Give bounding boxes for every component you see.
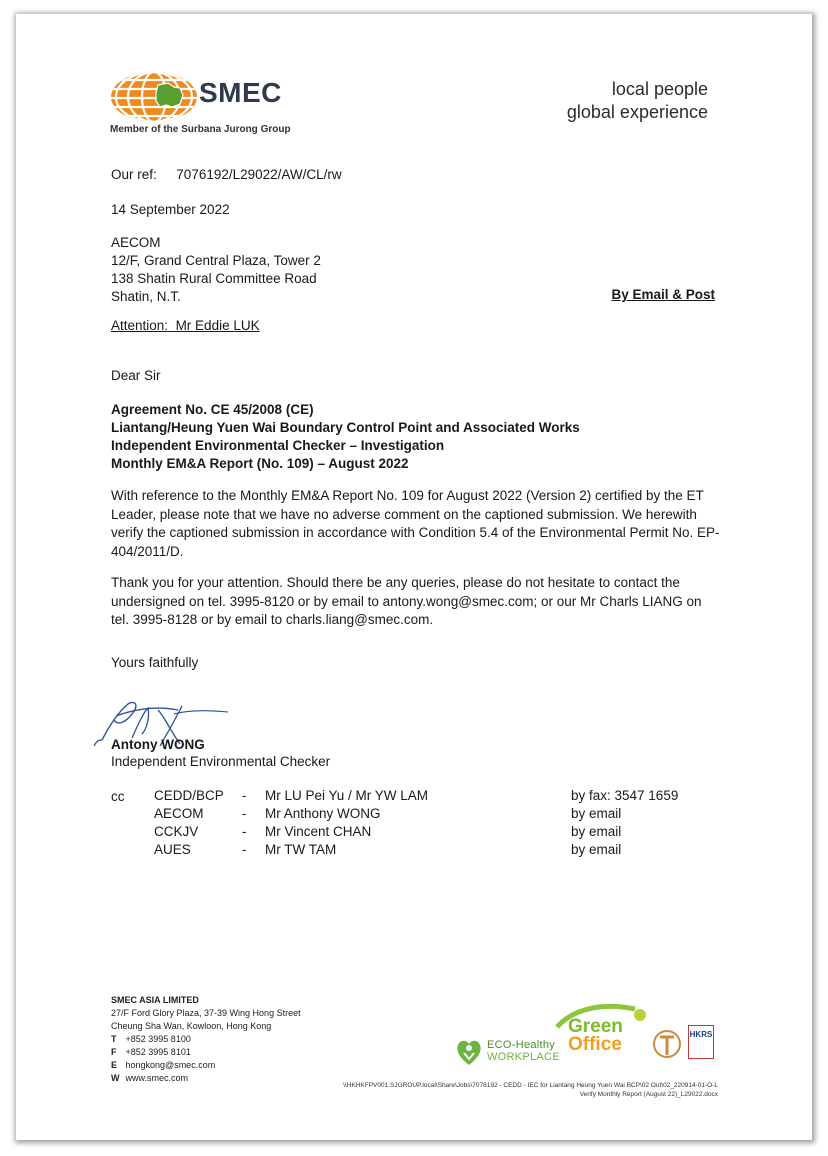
- cc-recipient: Mr LU Pei Yu / Mr YW LAM: [265, 788, 429, 803]
- delivery-method: By Email & Post: [611, 287, 715, 302]
- green-office-line-1: Green: [568, 1016, 623, 1037]
- cc-label: cc: [111, 789, 125, 804]
- eco-healthy-badge: [487, 1039, 560, 1063]
- website-value: www.smec.com: [125, 1073, 189, 1083]
- eco-healthy-line-2: WORKPLACE: [487, 1051, 560, 1063]
- cc-organization: CCKJV: [154, 824, 199, 839]
- email-label: E: [111, 1060, 118, 1070]
- telephone-value: +852 3995 8100: [125, 1034, 191, 1044]
- cc-organization: CEDD/BCP: [154, 788, 224, 803]
- cc-method: by email: [571, 824, 622, 839]
- file-path-line-1: \\HKHKFPV001.SJGROUP.local\Share\Jobs\7076192 - CEDD - IEC for Liantang Heung Yuen Wai BCP\02 Out\02_220914-01-O-L: [343, 1082, 718, 1089]
- footer-address-1: 27/F Ford Glory Plaza, 37-39 Wing Hong Street: [111, 1008, 301, 1018]
- salutation: Dear Sir: [111, 368, 161, 383]
- signer-name: Antony WONG: [111, 737, 205, 752]
- attention-name: Mr Eddie LUK: [175, 318, 260, 333]
- cc-method: by email: [571, 806, 622, 821]
- cc-dash: -: [242, 842, 247, 857]
- green-office-badge: [568, 1018, 623, 1054]
- hkrs-badge: HKRS: [688, 1025, 714, 1059]
- footer-telephone: [111, 1034, 191, 1044]
- cc-dash: -: [242, 788, 247, 803]
- cc-recipient: Mr Vincent CHAN: [265, 824, 372, 839]
- tagline-line-1: local people: [611, 79, 708, 99]
- cc-dash: -: [242, 806, 247, 821]
- smec-globe-logo-icon: [110, 71, 198, 123]
- fax-label: F: [111, 1047, 117, 1057]
- closing: Yours faithfully: [111, 655, 199, 670]
- group-membership: Member of the Surbana Jurong Group: [110, 124, 291, 135]
- cc-recipient: Mr Anthony WONG: [265, 806, 381, 821]
- footer-email: [111, 1060, 215, 1070]
- smec-brand-name: SMEC: [199, 77, 282, 108]
- telephone-label: T: [111, 1034, 117, 1044]
- address-line-4: Shatin, N.T.: [111, 289, 181, 304]
- attention-line: [111, 317, 260, 335]
- letter-date: 14 September 2022: [111, 202, 230, 217]
- subject-line-4: Monthly EM&A Report (No. 109) – August 2022: [111, 456, 409, 471]
- cc-organization: AECOM: [154, 806, 204, 821]
- cc-recipient: Mr TW TAM: [265, 842, 337, 857]
- cc-organization: AUES: [154, 842, 191, 857]
- body-paragraph-1: With reference to the Monthly EM&A Report No. 109 for August 2022 (Version 2) certified by the ET Leader, please note that we have no adverse comment on the captioned submission. We herewith verify the captioned submission in accordance with Condition 5.4 of the Environmental Permit No. EP-404/2011/D.: [111, 488, 720, 559]
- subject-line-1: Agreement No. CE 45/2008 (CE): [111, 402, 314, 417]
- eco-healthy-heart-icon: [455, 1037, 483, 1067]
- signer-title: Independent Environmental Checker: [111, 754, 331, 769]
- certification-t-logo-icon: [652, 1025, 682, 1063]
- address-line-2: 12/F, Grand Central Plaza, Tower 2: [111, 253, 321, 268]
- email-value: hongkong@smec.com: [125, 1060, 216, 1070]
- cc-dash: -: [242, 824, 247, 839]
- reference-line: [111, 166, 342, 184]
- eco-healthy-line-1: ECO-Healthy: [487, 1039, 556, 1051]
- footer-company-name: SMEC ASIA LIMITED: [111, 995, 199, 1005]
- address-line-1: AECOM: [111, 235, 161, 250]
- footer-fax: [111, 1047, 191, 1057]
- body-paragraph-2: Thank you for your attention. Should there be any queries, please do not hesitate to contact the undersigned on tel. 3995-8120 or by email to antony.wong@smec.com; or our Mr Charls LIANG on tel. 3995-8128 or by email to charls.liang@smec.com.: [111, 575, 702, 627]
- website-label: W: [111, 1073, 120, 1083]
- tagline: [567, 78, 708, 124]
- tagline-line-2: global experience: [566, 102, 708, 122]
- reference-value: 7076192/L29022/AW/CL/rw: [176, 167, 342, 182]
- subject-line-3: Independent Environmental Checker – Investigation: [111, 438, 445, 453]
- cc-method: by email: [571, 842, 622, 857]
- file-path-line-2: Verify Monthly Report (August 22)_L29022.docx: [579, 1091, 718, 1098]
- footer-address-2: Cheung Sha Wan, Kowloon, Hong Kong: [111, 1021, 272, 1031]
- green-office-line-2: Office: [568, 1034, 622, 1055]
- reference-label: Our ref:: [111, 167, 157, 182]
- address-line-3: 138 Shatin Rural Committee Road: [111, 271, 317, 286]
- fax-value: +852 3995 8101: [125, 1047, 191, 1057]
- footer-website: [111, 1073, 188, 1083]
- subject-line-2: Liantang/Heung Yuen Wai Boundary Control Point and Associated Works: [111, 420, 580, 435]
- attention-label: Attention:: [111, 318, 169, 333]
- cc-method: by fax: 3547 1659: [571, 788, 679, 803]
